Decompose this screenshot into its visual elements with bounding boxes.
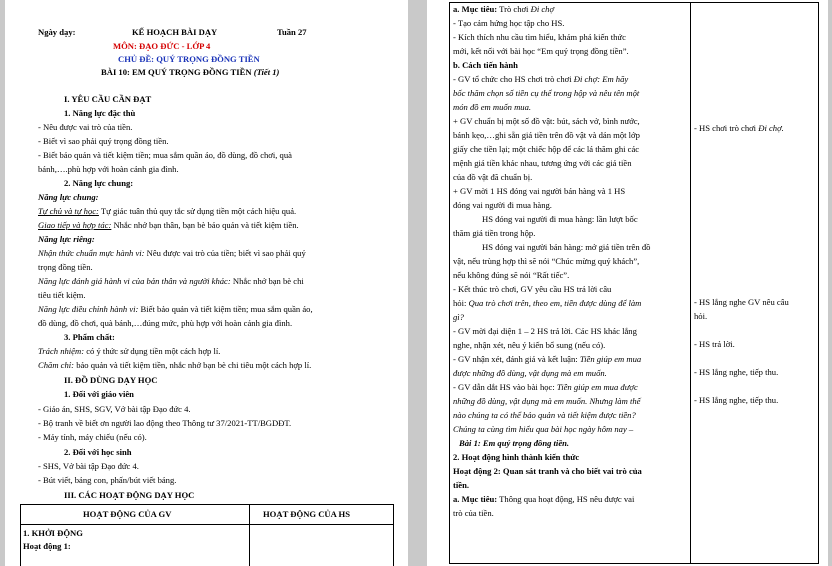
text-line: - Kết thúc trò chơi, GV yêu cầu HS trả lời câu [453, 284, 612, 294]
subject-title: MÔN: ĐẠO ĐỨC - LỚP 4 [113, 41, 211, 51]
text-line: - Biết vì sao phải quý trọng đồng tiền. [38, 136, 169, 146]
table-divider [20, 524, 394, 525]
row-activity-1: Hoạt động 1: [23, 541, 71, 551]
text-line: Năng lực điều chỉnh hành vi: Biết bảo quản và tiết kiệm tiền; mua sắm quần áo, [38, 304, 313, 314]
text-line: tiền. [453, 480, 469, 490]
text-line: HS đóng vai người đi mua hàng: lần lượt bốc [482, 214, 638, 224]
text-line: bánh kẹo,…ghi sẵn giá tiền trên đồ vật và dán một lớp [453, 130, 640, 140]
heading-student: 2. Đối với học sinh [64, 447, 132, 457]
text-line: được những đồ dùng, vật dụng mà em muốn. [453, 368, 607, 378]
text-line: Bài 1: Em quý trọng đồng tiền. [459, 438, 570, 448]
text-line: - Nêu được vai trò của tiền. [38, 122, 133, 132]
text-line: a. Mục tiêu: Thông qua hoạt động, HS nêu được vai [453, 494, 635, 504]
text-line: - SHS, Vở bài tập Đạo đức 4. [38, 461, 139, 471]
text-line: - Bút viết, bảng con, phấn/bút viết bảng. [38, 475, 177, 485]
specific-label: Năng lực riêng: [38, 234, 95, 244]
text-line: - GV tổ chức cho HS chơi trò chơi Đi chợ: Em hãy [453, 74, 629, 84]
hs-text: - HS lắng nghe, tiếp thu. [694, 395, 779, 405]
hs-text: - HS lắng nghe, tiếp thu. [694, 367, 779, 377]
hs-text: - HS trả lời. [694, 339, 735, 349]
date-label: Ngày dạy: [38, 27, 76, 37]
heading-knowledge: 2. Hoạt động hình thành kiến thức [453, 452, 580, 462]
text-line: Năng lực đánh giá hành vi của bản thân và người khác: Nhắc nhở bạn bè chi [38, 276, 304, 286]
heading-specific: 1. Năng lực đặc thù [64, 108, 136, 118]
week-label: Tuần 27 [277, 27, 307, 37]
text-line: Chúng ta cùng tìm hiểu qua bài học ngày hôm nay – [453, 424, 634, 434]
text-line: của đồ vật đã chuẩn bị. [453, 172, 533, 182]
heading-requirements: I. YÊU CẦU CẦN ĐẠT [64, 94, 152, 104]
col-header-hs: HOẠT ĐỘNG CỦA HS [263, 509, 350, 519]
activities-table-continued [449, 2, 819, 564]
text-line: nghe, nhận xét, nêu ý kiến bổ sung (nếu có). [453, 340, 606, 350]
heading-general: 2. Năng lực chung: [64, 178, 134, 188]
text-line: giấy che tiền lại; một chiếc hộp để các lá thăm ghi các [453, 144, 640, 154]
text-line: Chăm chỉ: bảo quản và tiết kiệm tiền, nhắc nhở bạn bè chi tiêu một cách hợp lí. [38, 360, 312, 370]
table-divider [690, 2, 691, 564]
right-page [427, 0, 828, 566]
hs-text: - HS lắng nghe GV nêu câu [694, 297, 789, 307]
text-line: mệnh giá tiền khác nhau, tương ứng với các giá tiền [453, 158, 632, 168]
hs-text: hỏi. [694, 311, 708, 321]
heading-procedure: b. Cách tiến hành [453, 60, 518, 70]
heading-quality: 3. Phẩm chất: [64, 332, 115, 342]
text-line: - Máy tính, máy chiếu (nếu có). [38, 432, 147, 442]
text-line: trọng đồng tiền. [38, 262, 93, 272]
text-line: trò của tiền. [453, 508, 494, 518]
text-line: những đồ dùng, vật dụng mà em muốn. Nhưng làm thế [453, 396, 641, 406]
text-line: Nhận thức chuẩn mực hành vi: Nêu được vai trò của tiền; biết vì sao phải quý [38, 248, 306, 258]
text-line: - Bộ tranh về biết ơn người lao động theo Thông tư 37/2021-TT/BGDĐT. [38, 418, 292, 428]
text-line: đồ dùng, đồ chơi, quà bánh,…đúng mức, phù hợp với hoàn cảnh gia đình. [38, 318, 293, 328]
text-line: Trách nhiệm: có ý thức sử dụng tiền một cách hợp lí. [38, 346, 221, 356]
plan-title: KẾ HOẠCH BÀI DẠY [132, 27, 218, 37]
text-line: Giao tiếp và hợp tác: Nhắc nhở bạn thân, bạn bè bảo quản và tiết kiệm tiền. [38, 220, 299, 230]
text-line: + GV mời 1 HS đóng vai người bán hàng và 1 HS [453, 186, 626, 196]
text-line: - GV mời đại diện 1 – 2 HS trả lời. Các HS khác lắng [453, 326, 637, 336]
text-line: tiêu tiết kiệm. [38, 290, 86, 300]
heading-materials: II. ĐỒ DÙNG DẠY HỌC [64, 375, 158, 385]
text-line: hỏi: Qua trò chơi trên, theo em, tiền được dùng để làm [453, 298, 642, 308]
general-label: Năng lực chung: [38, 192, 99, 202]
text-line: bánh,….phù hợp với hoàn cảnh gia đình. [38, 164, 179, 174]
text-line: - Kích thích nhu cầu tìm hiểu, khám phá kiến thức [453, 32, 626, 42]
text-line: - Tạo cảm hứng học tập cho HS. [453, 18, 565, 28]
hs-text: - HS chơi trò chơi Đi chợ. [694, 123, 784, 133]
col-header-gv: HOẠT ĐỘNG CỦA GV [83, 509, 172, 519]
text-line: HS đóng vai người bán hàng: mở giá tiền trên đồ [482, 242, 651, 252]
text-line: a. Mục tiêu: Trò chơi Đi chợ [453, 4, 555, 14]
text-line: nào chúng ta có thể bảo quản và tiết kiệm được tiền? [453, 410, 636, 420]
text-line: - Biết bảo quản và tiết kiệm tiền; mua sắm quần áo, đồ dùng, đồ chơi, quà [38, 150, 292, 160]
left-page [5, 0, 408, 566]
lesson-title: BÀI 10: EM QUÝ TRỌNG ĐỒNG TIỀN (Tiết 1) [101, 67, 280, 77]
row-start: 1. KHỞI ĐỘNG [23, 528, 83, 538]
text-line: đóng vai người đi mua hàng. [453, 200, 552, 210]
text-line: nếu không đúng sẽ nói “Rất tiếc”. [453, 270, 570, 280]
text-line: - GV nhận xét, đánh giá và kết luận: Tiền giúp em mua [453, 354, 642, 364]
text-line: gì? [453, 312, 464, 322]
heading-teacher: 1. Đối với giáo viên [64, 389, 134, 399]
text-line: vật, nếu trùng hợp thì sẽ nói “Chúc mừng quý khách”, [453, 256, 640, 266]
text-line: bốc thăm chọn số tiền cụ thể trong hộp và nêu tên một [453, 88, 640, 98]
heading-activities: III. CÁC HOẠT ĐỘNG DẠY HỌC [64, 490, 195, 500]
text-line: món đồ em muốn mua. [453, 102, 532, 112]
text-line: - Giáo án, SHS, SGV, Vở bài tập Đạo đức 4. [38, 404, 191, 414]
text-line: Tự chủ và tự học: Tự giác tuân thủ quy tắc sử dụng tiền một cách hiệu quả. [38, 206, 297, 216]
text-line: + GV chuẩn bị một số đồ vật: bút, sách vở, bình nước, [453, 116, 640, 126]
text-line: Hoạt động 2: Quan sát tranh và cho biết vai trò của [453, 466, 642, 476]
text-line: mới, kết nối với bài học “Em quý trọng đồng tiền”. [453, 46, 629, 56]
table-divider [249, 504, 250, 566]
text-line: - GV dẫn dắt HS vào bài học: Tiền giúp em mua được [453, 382, 638, 392]
topic-title: CHỦ ĐỀ: QUÝ TRỌNG ĐỒNG TIỀN [118, 54, 260, 64]
text-line: thăm giá tiền trong hộp. [453, 228, 536, 238]
